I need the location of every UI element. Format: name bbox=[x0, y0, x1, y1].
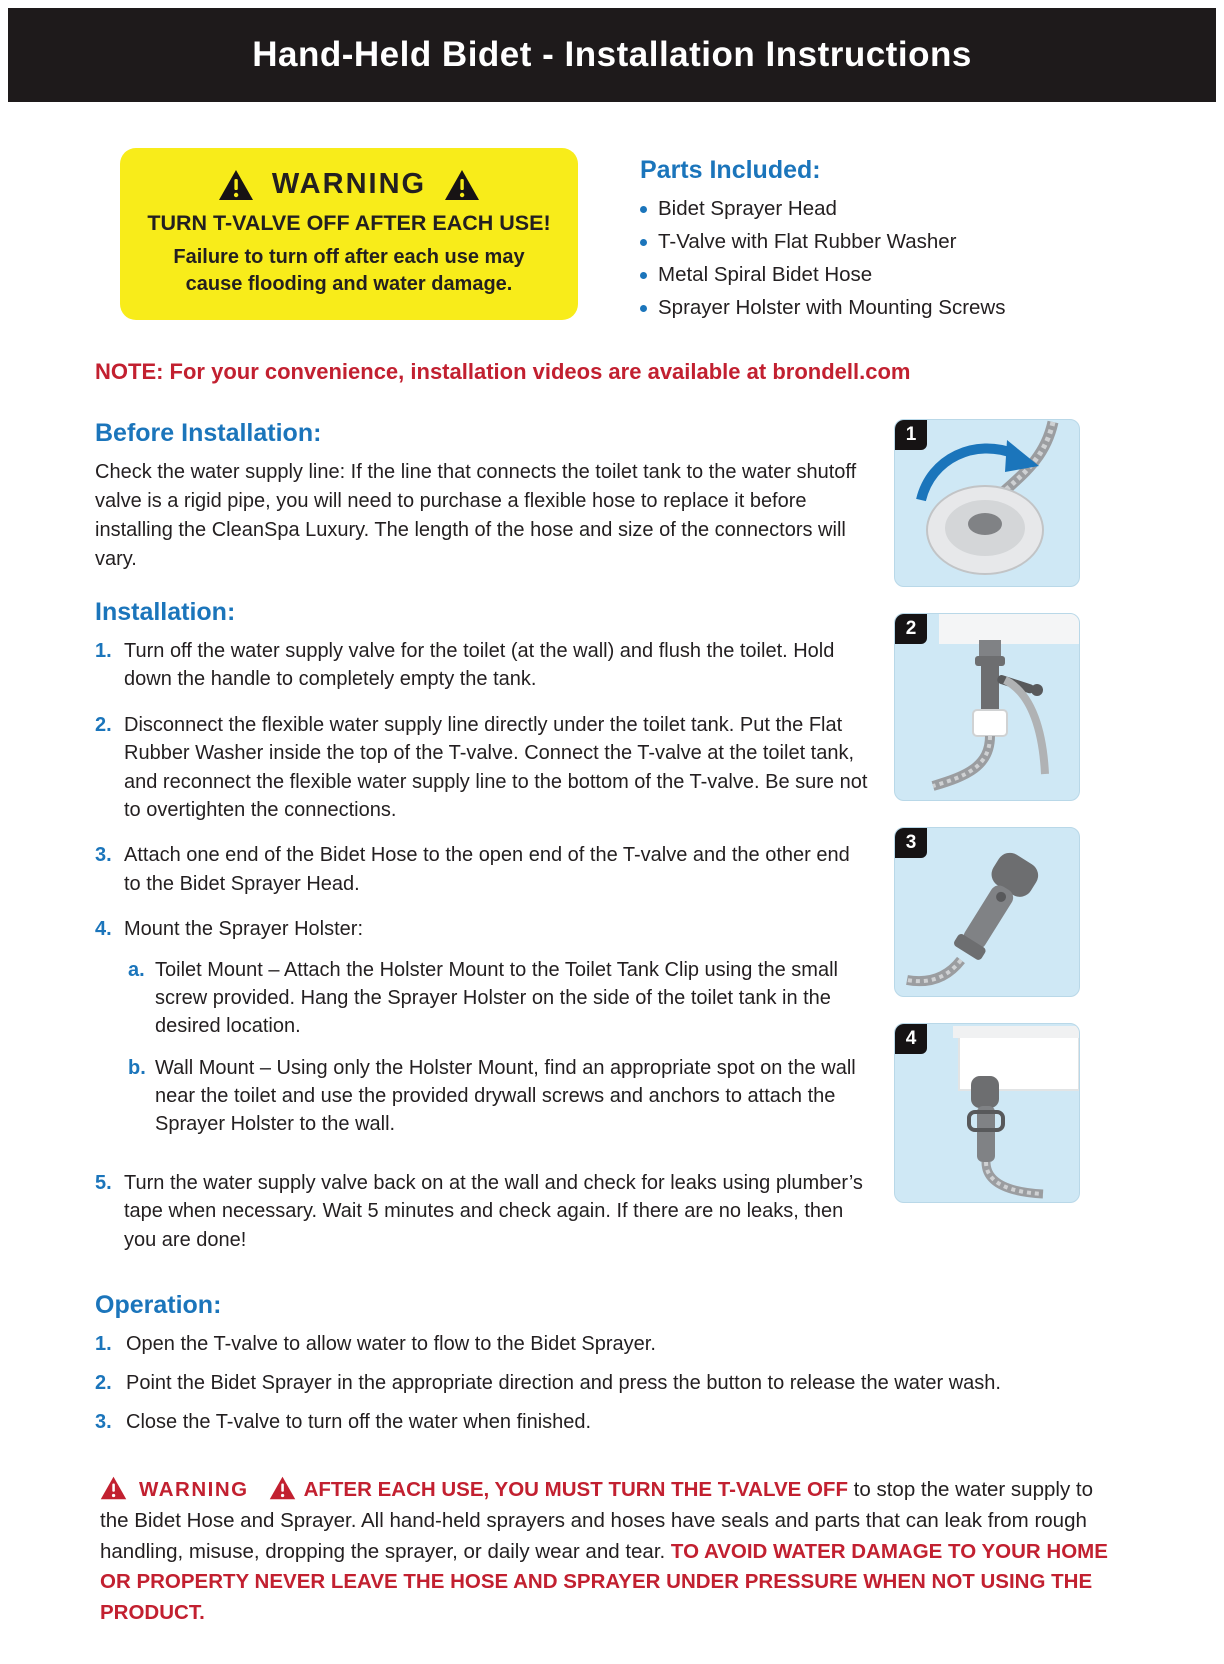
parts-included-title: Parts Included: bbox=[640, 156, 821, 184]
step-number: 4. bbox=[95, 918, 112, 941]
operation-step-2 bbox=[95, 1369, 1129, 1397]
figure-column bbox=[894, 405, 1080, 1271]
parts-list bbox=[640, 197, 1006, 320]
installation-step-3 bbox=[95, 841, 869, 898]
warning-subtext: Failure to turn off after each use may cause flooding and water damage. bbox=[173, 246, 525, 295]
bullet-icon bbox=[640, 206, 647, 213]
list-item bbox=[640, 296, 1006, 320]
substep-text: Wall Mount – Using only the Holster Mount, find an appropriate spot on the wall near the toilet and use the provided drywall screws and anchors to attach the Sprayer Holster to the wall. bbox=[155, 1056, 856, 1136]
page-title: Hand-Held Bidet - Installation Instructions bbox=[252, 35, 972, 74]
parts-included-section bbox=[640, 148, 1006, 329]
step-number: 5. bbox=[95, 1171, 112, 1194]
warning-red-text: AFTER EACH USE, YOU MUST TURN THE T-VALVE OFF bbox=[303, 1478, 848, 1502]
header-bar bbox=[8, 8, 1216, 102]
step-number: 2. bbox=[95, 1372, 112, 1395]
bullet-icon bbox=[640, 272, 647, 279]
step-text: Turn off the water supply valve for the toilet (at the wall) and flush the toilet. Hold down the handle to completely empty the tank. bbox=[124, 640, 835, 691]
warning-body-text: to stop the water supply to the Bidet Hose and Sprayer. All hand-held sprayers and hoses have seals and parts that can leak from rough handling, misuse, dropping the sprayer, or daily wear and tear. bbox=[100, 1478, 1093, 1563]
figure-2 bbox=[894, 613, 1080, 801]
step-number: 3. bbox=[95, 1411, 112, 1434]
operation-step-3 bbox=[95, 1408, 1129, 1436]
installation-video-note: NOTE: For your convenience, installation videos are available at brondell.com bbox=[95, 359, 911, 384]
warning-word: WARNING bbox=[139, 1478, 249, 1502]
operation-title: Operation: bbox=[95, 1291, 222, 1320]
part-label: T-Valve with Flat Rubber Washer bbox=[658, 230, 957, 253]
text-column bbox=[95, 405, 869, 1271]
warning-box bbox=[120, 148, 578, 320]
step-number: 1. bbox=[95, 640, 112, 662]
step-text: Mount the Sprayer Holster: bbox=[124, 918, 363, 941]
warning-triangle-icon bbox=[444, 169, 480, 201]
substep-a bbox=[128, 956, 869, 1041]
step-text: Close the T-valve to turn off the water when finished. bbox=[126, 1411, 592, 1434]
step-text: Open the T-valve to allow water to flow to the Bidet Sprayer. bbox=[126, 1333, 656, 1356]
operation-section bbox=[0, 1271, 1224, 1436]
warning-triangle-icon bbox=[218, 169, 254, 201]
installation-title: Installation: bbox=[95, 598, 236, 626]
step-number: 2. bbox=[95, 713, 112, 736]
instruction-sheet bbox=[0, 8, 1224, 1664]
part-label: Metal Spiral Bidet Hose bbox=[658, 263, 873, 286]
warning-headline: TURN T-VALVE OFF AFTER EACH USE! bbox=[147, 211, 551, 235]
installation-step-5 bbox=[95, 1169, 869, 1254]
installation-step-2 bbox=[95, 711, 869, 825]
step-text: Point the Bidet Sprayer in the appropriate direction and press the button to release the water wash. bbox=[126, 1372, 1001, 1395]
warning-triangle-icon bbox=[269, 1476, 296, 1500]
top-row bbox=[0, 102, 1224, 329]
warning-title: WARNING bbox=[271, 168, 427, 200]
bottom-warning bbox=[0, 1447, 1224, 1629]
step-text: Turn the water supply valve back on at the wall and check for leaks using plumber’s tape when necessary. Wait 5 minutes and check again. If there are no leaks, then you are done! bbox=[124, 1171, 863, 1251]
substep-text: Toilet Mount – Attach the Holster Mount to the Toilet Tank Clip using the small screw provided. Hang the Sprayer Holster on the side of the toilet tank in the desired location. bbox=[155, 958, 838, 1038]
list-item bbox=[640, 230, 1006, 254]
installation-step-4 bbox=[95, 915, 869, 1152]
before-installation-title: Before Installation: bbox=[95, 419, 322, 447]
bullet-icon bbox=[640, 305, 647, 312]
list-item bbox=[640, 263, 1006, 287]
part-label: Bidet Sprayer Head bbox=[658, 197, 837, 220]
operation-step-1 bbox=[95, 1330, 1129, 1358]
before-installation-body: Check the water supply line: If the line that connects the toilet tank to the water shutoff valve is a rigid pipe, you will need to purchase a flexible hose to replace it before installing the CleanSpa Luxury. The length of the hose and size of the connectors will vary. bbox=[95, 461, 857, 570]
figure-4 bbox=[894, 1023, 1080, 1203]
warning-title-row bbox=[146, 168, 552, 201]
figure-number-badge: 4 bbox=[895, 1024, 927, 1054]
step-text: Disconnect the flexible water supply line directly under the toilet tank. Put the Flat Rubber Washer inside the top of the T-valve. Connect the T-valve at the toilet tank, and reconnect the flexible water supply line to the bottom of the T-valve. Be sure not to overtighten the connections. bbox=[124, 713, 868, 821]
bullet-icon bbox=[640, 239, 647, 246]
figure-3 bbox=[894, 827, 1080, 997]
substeps bbox=[124, 956, 869, 1139]
step-number: 1. bbox=[95, 1333, 112, 1356]
main-content bbox=[0, 385, 1224, 1271]
figure-number-badge: 1 bbox=[895, 420, 927, 450]
part-label: Sprayer Holster with Mounting Screws bbox=[658, 296, 1006, 319]
figure-1 bbox=[894, 419, 1080, 587]
warning-triangle-icon bbox=[100, 1476, 127, 1500]
list-item bbox=[640, 197, 1006, 221]
step-text: Attach one end of the Bidet Hose to the open end of the T-valve and the other end to the Bidet Sprayer Head. bbox=[124, 844, 850, 895]
step-number: 3. bbox=[95, 844, 112, 867]
installation-step-1 bbox=[95, 637, 869, 694]
substep-letter: a. bbox=[128, 958, 145, 981]
figure-number-badge: 2 bbox=[895, 614, 927, 644]
warning-red-caps: TO AVOID WATER DAMAGE TO YOUR HOME OR PROPERTY NEVER LEAVE THE HOSE AND SPRAYER UNDER PRESSURE WHEN NOT USING THE PRODUCT. bbox=[100, 1539, 1108, 1625]
substep-letter: b. bbox=[128, 1056, 146, 1079]
substep-b bbox=[128, 1054, 869, 1139]
figure-number-badge: 3 bbox=[895, 828, 927, 858]
